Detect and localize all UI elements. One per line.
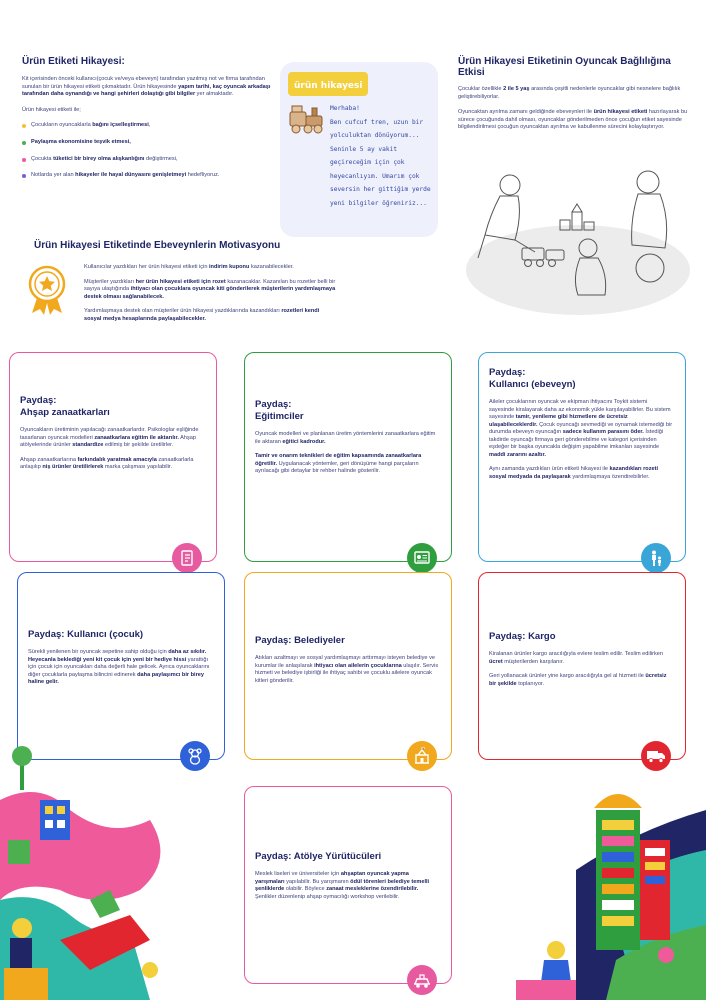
bullet-dot-icon <box>22 158 26 162</box>
section-lead: Ürün hikayesi etiketi ile; <box>22 106 81 113</box>
bullet-list <box>22 122 278 179</box>
card-body: Oyuncak modelleri ve planlanan üretim yöntemlerini zanaatkarlara eğitim ile aktaran eğitici kadrodur. Tamir ve onarım teknikleri de eğitim kapsamında zanaatkarlara öğretilir. Uygulanacak yöntemler, geri dönüşüme hangi parçaların ayrılacağı gibi detaylar bir rehber halinde gösterilir. <box>255 431 436 474</box>
card-title: Paydaş: Kargo <box>489 631 556 642</box>
city-illustration-left <box>0 740 190 1000</box>
story-line: Seninle 5 ay vakit <box>330 145 398 153</box>
card-body: Kiralanan ürünler kargo aracılığıyla evlere teslim edilir. Teslim edilirken ücret müşterilerden karşılanır. Geri yollanacak ürünler yine kargo aracılığıyla gel al hizmeti ile ücretsiz bir şekilde toplanıyor. <box>489 651 667 687</box>
card-title: Paydaş: Atölye Yürütücüleri <box>255 851 382 862</box>
stakeholder-card-egitimci <box>244 352 452 562</box>
bullet-dot-icon <box>22 141 26 145</box>
story-line: heyecanlıyım. Umarım çok <box>330 172 420 180</box>
card-title: Paydaş: Kullanıcı (ebeveyn) <box>489 367 576 390</box>
section-title: Ürün Etiketi Hikayesi: <box>22 56 125 67</box>
award-badge-icon <box>26 265 68 315</box>
section-product-story <box>22 56 278 189</box>
children-playing-illustration <box>460 160 695 315</box>
story-line: Ben cufcuf tren, uzun bir <box>330 118 424 126</box>
story-line: seversin her gittiğim yerde <box>330 186 431 193</box>
certificate-icon <box>407 543 437 573</box>
card-body: Sürekli yenilenen bir oyuncak sepetine sahip olduğu için daha az sıkılır. Heyecanla beklediği yeni kit çocuk için yeni bir hediye hissi yarattığı için çocuk için oyuncakları daha değerli hale gelicek. Ayrıca oyuncaklarını diğer çocuklarla paylaşma bilincini edinerek daha paylaşımcı bir birey haline gelir. <box>28 649 210 685</box>
building-icon <box>407 741 437 771</box>
tools-icon <box>407 965 437 995</box>
stakeholder-card-belediye <box>244 572 452 760</box>
card-body: Meslek liseleri ve üniversiteler için ahşaptan oyuncak yapma yarışmaları yapılabilir. Bu yarışmanın ödül törenleri belediye temelli şenliklerde olabilir. Böylece zanaat mesleklerine özendirilebilir. Şenlikler düzenlenip ahşap oymacılığı workshop verilebilir. <box>255 871 430 900</box>
bullet-dot-icon <box>22 124 26 128</box>
bullet-item: Paylaşma ekonomisine teşvik etmesi, <box>22 139 278 147</box>
card-title: Paydaş: Kullanıcı (çocuk) <box>28 629 144 640</box>
stakeholder-card-cocuk <box>17 572 225 760</box>
stakeholder-card-atolye <box>244 786 452 984</box>
motivation-body <box>84 264 338 324</box>
card-body: Atıkları azaltmayı ve sosyal yardımlaşmayı arttırmayı isteyen belediye ve kurumlar ile anlaşılarak ihtiyacı olan ailelerin çocuklarına ulaşılır. Servis hizmeti ve belediye işbirliği ile ihtiyaç sahibi ve çocuklu ailelere oyuncak kitleri gönderilir. <box>255 655 439 684</box>
stakeholder-card-ahsap <box>9 352 217 562</box>
section-paragraph: Çocuklar özellikle 2 ile 5 yaş arasında çeşitli nedenlerle oyuncaklar gibi nesnelere bağlılık geliştirebiliyorlar. <box>458 86 681 100</box>
story-line: yolculuktan dönüyorum... <box>330 132 420 139</box>
story-tag: ürün hikayesi <box>288 72 368 96</box>
card-body: Aileler çocuklarının oyuncak ve ekipman ihtiyacını Toykit sistemi sayesinde kiralayarak daha az ekonomik yükle karşılayabilirler. Bu sistem sayesinde tamir, yenileme gibi hizmetlere de ücretsiz ulaşabileceklerdir. Çocuk oyuncağı sevmediği ve oynamak istemediği bir durumda ebeveyn oyuncağın sadece kullanım parasını öder. İstediği takdirde oyuncağı firmaya geri gönderebilme ve kategori içerisinden eşdeğer bir başka oyuncakla değişim yapabilme imkanları sayesinde maddi zararını azaltır. Aynı zamanda yazdıkları ürün etiketi hikayesi ile kazandıkları rozeti sosyal medyada da paylaşarak yardımlaşmaya özendirebilirler. <box>489 399 673 480</box>
section-toy-attachment <box>458 56 690 132</box>
motivation-paragraph: Yardımlaşmaya destek olan müşteriler ürün hikayesi yazdıklarında kazandıkları rozetleri kendi sosyal medya hesaplarında paylaşabilecekler. <box>84 308 320 322</box>
card-title: Paydaş: Ahşap zanaatkarları <box>20 395 110 418</box>
library-illustration-right <box>456 750 706 1000</box>
card-title: Paydaş: Belediyeler <box>255 635 345 646</box>
parent-icon <box>641 543 671 573</box>
card-title: Paydaş: Eğitimciler <box>255 399 304 422</box>
bullet-item: Çocukların oyuncaklarla bağını içselleştirmesi, <box>22 122 278 130</box>
motivation-title: Ürün Hikayesi Etiketinde Ebeveynlerin Motivasyonu <box>34 240 281 251</box>
bullet-item: Çocukta tüketici bir birey olma alışkanlığını değiştirmesi, <box>22 156 278 164</box>
section-paragraph: Oyuncaktan ayrılma zamanı geldiğinde ebeveynleri ile ürün hikayesi etiketi hazırlayarak bu sürece çocuğunda dahil olması, oyuncaklar gönderilmeden önce çocuğun etiket sayesinde bilgilendirilmesi çocuğun oyuncaktan ayrılma ve kabullenme sürecini kolaylaştırıyor. <box>458 109 688 131</box>
story-line: Merhaba! <box>330 105 360 112</box>
stakeholder-card-ebeveyn <box>478 352 686 562</box>
story-card <box>280 62 438 237</box>
story-line: geçireceğim için çok <box>330 159 405 166</box>
toy-train-icon <box>286 100 328 138</box>
section-intro: Kit içerisinden önceki kullanıcı(çocuk ve/veya ebeveyn) tarafından yazılmış not ve firma tarafından sunulan bir ürün hikayesi etiketi çıkmaktadır. Ürün hikayesinde yapım tarihi, kaç oyuncak arkadaşı tarafından daha oynandığı ve hangi şehirleri dolaştığı gibi bilgiler yer almaktadır. <box>22 76 271 98</box>
story-text <box>330 102 434 210</box>
section-title: Ürün Hikayesi Etiketinin Oyuncak Bağlılığına Etkisi <box>458 56 671 78</box>
card-body: Oyuncakların üretiminin yapılacağı zanaatkarlardır. Psikologlar eşliğinde tasarlanan oyuncak modelleri zanaatkarlara eğitim ile aktarılır. Ahşap atölyelerinde ürünler standardize edilmiş bir şekilde üretilirler. Ahşap zanaatkarlarına farkındalık yaratmak amacıyla zanaatkarlarla anlaşılıp niş ürünler üretilirlerek marka çalışması yapılabilir. <box>20 427 199 470</box>
stakeholder-card-kargo <box>478 572 686 760</box>
story-line: yeni bilgiler öğreniriz... <box>330 199 427 207</box>
motivation-paragraph: Kullanıcılar yazdıkları her ürün hikayesi etiketi için indirim kuponu kazanabilecekler. <box>84 264 294 270</box>
motivation-paragraph: Müşteriler yazdıkları her ürün hikayesi etiketi için rozet kazanacaklar. Kazanılan bu rozetler belli bir sayıya ulaştığında ihtiyacı olan çocuklara oyuncak kiti gönderilerek müşterilerin yardımlaşmaya destek olması sağlanabilecek. <box>84 278 336 300</box>
bullet-dot-icon <box>22 174 26 178</box>
book-icon <box>172 543 202 573</box>
bullet-item: Notlarda yer alan hikayeler ile hayal dünyasını genişletmeyi hedefliyoruz. <box>22 172 278 180</box>
